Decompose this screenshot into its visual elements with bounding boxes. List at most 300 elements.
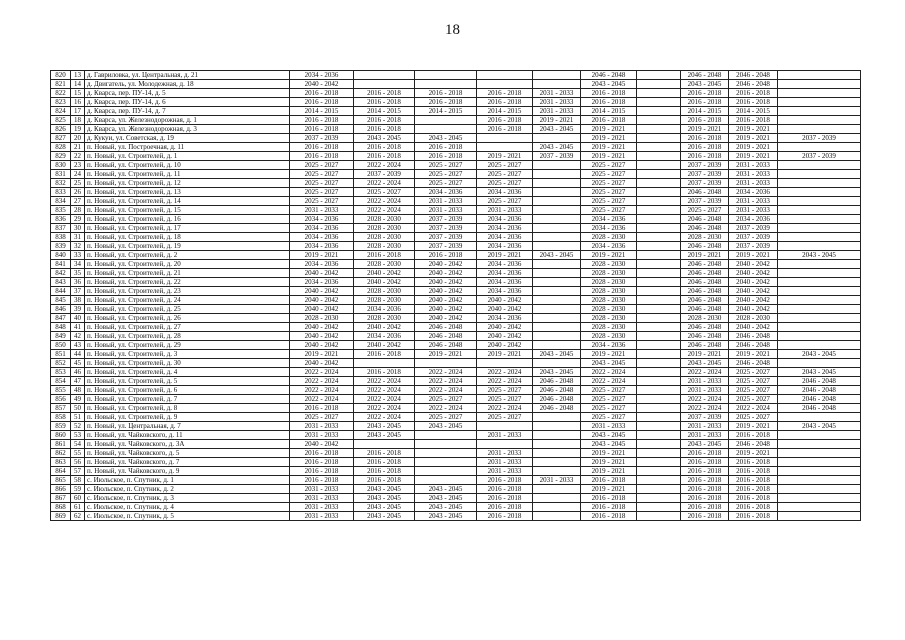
address-cell: п. Новый, ул. Строителей, д. 24	[85, 296, 290, 305]
period-cell: 2037 - 2039	[681, 179, 729, 188]
number-cell: 24	[71, 170, 85, 179]
period-cell: 2016 - 2018	[681, 152, 729, 161]
period-cell: 2019 - 2021	[729, 152, 778, 161]
period-cell	[637, 449, 681, 458]
table-row	[51, 242, 861, 251]
period-cell: 2025 - 2027	[729, 395, 778, 404]
period-cell	[637, 89, 681, 98]
number-cell: 838	[51, 233, 71, 242]
period-cell: 2034 - 2036	[290, 215, 354, 224]
table-row	[51, 206, 861, 215]
period-cell: 2025 - 2027	[581, 170, 637, 179]
period-cell	[637, 359, 681, 368]
period-cell: 2022 - 2024	[290, 368, 354, 377]
period-cell	[415, 476, 477, 485]
period-cell: 2034 - 2036	[581, 215, 637, 224]
number-cell: 853	[51, 368, 71, 377]
period-cell	[637, 503, 681, 512]
period-cell: 2025 - 2027	[290, 161, 354, 170]
number-cell: 57	[71, 467, 85, 476]
period-cell	[354, 80, 415, 89]
period-cell	[778, 503, 861, 512]
period-cell: 2025 - 2027	[681, 206, 729, 215]
period-cell	[533, 431, 581, 440]
period-cell: 2040 - 2042	[729, 260, 778, 269]
period-cell: 2014 - 2015	[581, 107, 637, 116]
period-cell: 2031 - 2033	[681, 377, 729, 386]
address-cell: д. Кукуи, ул. Советская, д. 19	[85, 134, 290, 143]
period-cell: 2028 - 2030	[354, 260, 415, 269]
period-cell: 2037 - 2039	[681, 170, 729, 179]
table-row	[51, 278, 861, 287]
period-cell: 2016 - 2018	[729, 503, 778, 512]
period-cell	[533, 503, 581, 512]
period-cell: 2046 - 2048	[533, 377, 581, 386]
period-cell	[778, 359, 861, 368]
period-cell	[637, 332, 681, 341]
number-cell: 823	[51, 98, 71, 107]
period-cell: 2028 - 2030	[581, 323, 637, 332]
period-cell: 2043 - 2045	[533, 350, 581, 359]
period-cell	[778, 413, 861, 422]
period-cell	[778, 332, 861, 341]
period-cell	[637, 251, 681, 260]
table-row	[51, 233, 861, 242]
period-cell: 2031 - 2033	[533, 89, 581, 98]
table-row	[51, 350, 861, 359]
period-cell: 2031 - 2033	[290, 431, 354, 440]
period-cell: 2043 - 2045	[354, 494, 415, 503]
period-cell	[637, 413, 681, 422]
number-cell: 52	[71, 422, 85, 431]
period-cell: 2028 - 2030	[581, 278, 637, 287]
address-cell: д. Кварса, ул. Железнодорожная, д. 1	[85, 116, 290, 125]
period-cell: 2031 - 2033	[729, 161, 778, 170]
schedule-table	[50, 70, 861, 521]
period-cell	[778, 188, 861, 197]
period-cell	[415, 431, 477, 440]
period-cell: 2019 - 2021	[477, 152, 533, 161]
period-cell: 2019 - 2021	[729, 134, 778, 143]
number-cell: 862	[51, 449, 71, 458]
period-cell	[415, 458, 477, 467]
period-cell: 2040 - 2042	[290, 305, 354, 314]
table-row	[51, 125, 861, 134]
period-cell: 2016 - 2018	[354, 476, 415, 485]
period-cell: 2019 - 2021	[729, 143, 778, 152]
period-cell: 2016 - 2018	[681, 494, 729, 503]
period-cell: 2016 - 2018	[729, 512, 778, 521]
number-cell: 859	[51, 422, 71, 431]
period-cell: 2037 - 2039	[415, 215, 477, 224]
period-cell: 2040 - 2042	[477, 332, 533, 341]
period-cell: 2025 - 2027	[415, 413, 477, 422]
number-cell: 822	[51, 89, 71, 98]
period-cell: 2046 - 2048	[415, 341, 477, 350]
period-cell	[533, 485, 581, 494]
period-cell: 2016 - 2018	[477, 494, 533, 503]
period-cell	[533, 161, 581, 170]
period-cell: 2046 - 2048	[681, 224, 729, 233]
period-cell: 2046 - 2048	[415, 323, 477, 332]
period-cell: 2040 - 2042	[290, 269, 354, 278]
period-cell: 2025 - 2027	[581, 197, 637, 206]
number-cell: 61	[71, 503, 85, 512]
table-row	[51, 179, 861, 188]
period-cell: 2043 - 2045	[681, 80, 729, 89]
address-cell: д. Кварса, пер. ПУ-14, д. 7	[85, 107, 290, 116]
address-cell: п. Новый, ул. Строителей, д. 28	[85, 332, 290, 341]
period-cell	[637, 323, 681, 332]
period-cell: 2046 - 2048	[533, 395, 581, 404]
period-cell: 2019 - 2021	[581, 134, 637, 143]
period-cell	[477, 143, 533, 152]
period-cell	[637, 386, 681, 395]
number-cell: 16	[71, 98, 85, 107]
address-cell: п. Новый, ул. Строителей, д. 10	[85, 161, 290, 170]
number-cell: 824	[51, 107, 71, 116]
table-row	[51, 377, 861, 386]
period-cell	[415, 449, 477, 458]
period-cell: 2043 - 2045	[778, 422, 861, 431]
period-cell: 2016 - 2018	[477, 512, 533, 521]
period-cell: 2031 - 2033	[477, 206, 533, 215]
period-cell	[778, 431, 861, 440]
period-cell: 2046 - 2048	[581, 71, 637, 80]
period-cell: 2031 - 2033	[581, 422, 637, 431]
period-cell: 2019 - 2021	[729, 251, 778, 260]
table-row	[51, 224, 861, 233]
period-cell: 2016 - 2018	[290, 458, 354, 467]
number-cell: 21	[71, 143, 85, 152]
period-cell: 2040 - 2042	[290, 332, 354, 341]
table-row	[51, 251, 861, 260]
address-cell: п. Новый, ул. Строителей, д. 16	[85, 215, 290, 224]
period-cell	[415, 80, 477, 89]
period-cell	[637, 440, 681, 449]
period-cell: 2034 - 2036	[290, 260, 354, 269]
period-cell: 2028 - 2030	[581, 260, 637, 269]
period-cell: 2034 - 2036	[477, 224, 533, 233]
table-row	[51, 323, 861, 332]
period-cell: 2022 - 2024	[477, 404, 533, 413]
period-cell	[637, 71, 681, 80]
period-cell	[637, 314, 681, 323]
period-cell: 2016 - 2018	[354, 89, 415, 98]
period-cell: 2019 - 2021	[533, 116, 581, 125]
period-cell: 2034 - 2036	[354, 305, 415, 314]
number-cell: 54	[71, 440, 85, 449]
period-cell: 2040 - 2042	[354, 278, 415, 287]
period-cell: 2022 - 2024	[681, 404, 729, 413]
table-row	[51, 98, 861, 107]
period-cell: 2046 - 2048	[729, 440, 778, 449]
period-cell: 2043 - 2045	[681, 440, 729, 449]
period-cell: 2019 - 2021	[581, 350, 637, 359]
period-cell: 2016 - 2018	[681, 98, 729, 107]
period-cell: 2016 - 2018	[729, 485, 778, 494]
address-cell: п. Новый, ул. Строителей, д. 25	[85, 305, 290, 314]
period-cell	[778, 206, 861, 215]
period-cell	[533, 305, 581, 314]
number-cell: 857	[51, 404, 71, 413]
period-cell	[778, 485, 861, 494]
number-cell: 14	[71, 80, 85, 89]
period-cell	[778, 116, 861, 125]
table-row	[51, 215, 861, 224]
period-cell	[533, 215, 581, 224]
period-cell: 2016 - 2018	[729, 467, 778, 476]
number-cell: 18	[71, 116, 85, 125]
address-cell: п. Новый, ул. Строителей, д. 6	[85, 386, 290, 395]
number-cell: 830	[51, 161, 71, 170]
number-cell: 856	[51, 395, 71, 404]
period-cell: 2034 - 2036	[581, 341, 637, 350]
period-cell: 2025 - 2027	[354, 188, 415, 197]
number-cell: 59	[71, 485, 85, 494]
address-cell: п. Новый, ул. Чайковского, д. 9	[85, 467, 290, 476]
period-cell: 2046 - 2048	[778, 395, 861, 404]
period-cell	[778, 449, 861, 458]
period-cell: 2016 - 2018	[415, 152, 477, 161]
period-cell: 2016 - 2018	[681, 143, 729, 152]
period-cell	[637, 305, 681, 314]
period-cell	[637, 116, 681, 125]
period-cell: 2016 - 2018	[290, 116, 354, 125]
period-cell: 2016 - 2018	[477, 503, 533, 512]
period-cell	[778, 197, 861, 206]
table-row	[51, 512, 861, 521]
address-cell: п. Новый, ул. Центральная, д. 7	[85, 422, 290, 431]
period-cell	[778, 494, 861, 503]
period-cell: 2016 - 2018	[354, 98, 415, 107]
period-cell: 2034 - 2036	[354, 332, 415, 341]
period-cell: 2025 - 2027	[290, 179, 354, 188]
table-row	[51, 134, 861, 143]
number-cell: 846	[51, 305, 71, 314]
period-cell	[637, 161, 681, 170]
address-cell: д. Кварса, пер. ПУ-14, д. 5	[85, 89, 290, 98]
period-cell: 2016 - 2018	[681, 467, 729, 476]
period-cell: 2025 - 2027	[729, 386, 778, 395]
period-cell	[533, 179, 581, 188]
period-cell: 2034 - 2036	[477, 269, 533, 278]
period-cell: 2046 - 2048	[533, 404, 581, 413]
period-cell	[637, 395, 681, 404]
table-row	[51, 107, 861, 116]
period-cell: 2040 - 2042	[729, 278, 778, 287]
period-cell: 2034 - 2036	[290, 278, 354, 287]
number-cell: 22	[71, 152, 85, 161]
period-cell: 2034 - 2036	[581, 224, 637, 233]
period-cell: 2028 - 2030	[581, 233, 637, 242]
period-cell: 2016 - 2018	[681, 485, 729, 494]
period-cell	[477, 359, 533, 368]
period-cell: 2046 - 2048	[681, 188, 729, 197]
period-cell: 2025 - 2027	[477, 197, 533, 206]
period-cell: 2016 - 2018	[290, 449, 354, 458]
number-cell: 848	[51, 323, 71, 332]
period-cell: 2046 - 2048	[681, 323, 729, 332]
period-cell: 2016 - 2018	[581, 89, 637, 98]
address-cell: п. Новый, ул. Строителей, д. 21	[85, 269, 290, 278]
period-cell	[637, 125, 681, 134]
period-cell: 2046 - 2048	[778, 404, 861, 413]
period-cell	[778, 242, 861, 251]
number-cell: 839	[51, 242, 71, 251]
number-cell: 835	[51, 206, 71, 215]
number-cell: 45	[71, 359, 85, 368]
number-cell: 828	[51, 143, 71, 152]
period-cell: 2019 - 2021	[290, 350, 354, 359]
address-cell: п. Новый, ул. Строителей, д. 12	[85, 179, 290, 188]
number-cell: 851	[51, 350, 71, 359]
period-cell: 2022 - 2024	[290, 386, 354, 395]
period-cell	[778, 215, 861, 224]
period-cell	[778, 287, 861, 296]
period-cell: 2019 - 2021	[581, 449, 637, 458]
period-cell: 2025 - 2027	[415, 179, 477, 188]
period-cell: 2037 - 2039	[729, 224, 778, 233]
period-cell: 2037 - 2039	[778, 134, 861, 143]
address-cell: п. Новый, ул. Строителей, д. 8	[85, 404, 290, 413]
table-row	[51, 467, 861, 476]
period-cell: 2031 - 2033	[533, 476, 581, 485]
address-cell: п. Новый, ул. Строителей, д. 29	[85, 341, 290, 350]
period-cell: 2016 - 2018	[354, 350, 415, 359]
number-cell: 53	[71, 431, 85, 440]
period-cell: 2022 - 2024	[581, 368, 637, 377]
period-cell	[778, 80, 861, 89]
address-cell: д. Кварса, пер. ПУ-14, д. 6	[85, 98, 290, 107]
table-row	[51, 161, 861, 170]
period-cell: 2046 - 2048	[729, 359, 778, 368]
period-cell	[778, 314, 861, 323]
table-row	[51, 431, 861, 440]
period-cell: 2046 - 2048	[681, 341, 729, 350]
period-cell: 2040 - 2042	[290, 323, 354, 332]
address-cell: п. Новый, ул. Строителей, д. 19	[85, 242, 290, 251]
period-cell	[637, 278, 681, 287]
period-cell: 2025 - 2027	[290, 413, 354, 422]
period-cell: 2040 - 2042	[354, 269, 415, 278]
table-row	[51, 152, 861, 161]
period-cell: 2034 - 2036	[477, 215, 533, 224]
period-cell: 2028 - 2030	[581, 314, 637, 323]
table-row	[51, 71, 861, 80]
period-cell: 2043 - 2045	[354, 503, 415, 512]
period-cell: 2040 - 2042	[290, 296, 354, 305]
period-cell: 2037 - 2039	[533, 152, 581, 161]
period-cell: 2043 - 2045	[354, 485, 415, 494]
period-cell: 2022 - 2024	[415, 377, 477, 386]
period-cell: 2016 - 2018	[477, 125, 533, 134]
period-cell	[637, 107, 681, 116]
period-cell	[533, 197, 581, 206]
period-cell	[415, 125, 477, 134]
number-cell: 60	[71, 494, 85, 503]
period-cell: 2022 - 2024	[290, 395, 354, 404]
period-cell	[778, 323, 861, 332]
number-cell: 28	[71, 206, 85, 215]
period-cell: 2025 - 2027	[477, 179, 533, 188]
period-cell: 2028 - 2030	[354, 242, 415, 251]
period-cell	[637, 152, 681, 161]
period-cell: 2025 - 2027	[477, 170, 533, 179]
period-cell: 2040 - 2042	[415, 305, 477, 314]
table-row	[51, 287, 861, 296]
period-cell: 2016 - 2018	[415, 89, 477, 98]
period-cell: 2034 - 2036	[290, 71, 354, 80]
period-cell	[637, 224, 681, 233]
period-cell	[637, 170, 681, 179]
period-cell: 2025 - 2027	[581, 395, 637, 404]
period-cell: 2019 - 2021	[729, 422, 778, 431]
period-cell: 2034 - 2036	[477, 242, 533, 251]
period-cell: 2043 - 2045	[533, 251, 581, 260]
period-cell: 2043 - 2045	[581, 431, 637, 440]
period-cell: 2046 - 2048	[681, 269, 729, 278]
number-cell: 27	[71, 197, 85, 206]
period-cell: 2016 - 2018	[354, 467, 415, 476]
period-cell	[354, 440, 415, 449]
period-cell	[637, 341, 681, 350]
number-cell: 832	[51, 179, 71, 188]
number-cell: 33	[71, 251, 85, 260]
period-cell: 2019 - 2021	[581, 125, 637, 134]
period-cell: 2019 - 2021	[729, 125, 778, 134]
period-cell: 2022 - 2024	[477, 368, 533, 377]
period-cell	[778, 476, 861, 485]
address-cell: п. Новый, ул. Строителей, д. 9	[85, 413, 290, 422]
period-cell: 2046 - 2048	[729, 80, 778, 89]
number-cell: 827	[51, 134, 71, 143]
address-cell: п. Новый, ул. Строителей, д. 2	[85, 251, 290, 260]
number-cell: 834	[51, 197, 71, 206]
address-cell: п. Новый, ул. Строителей, д. 13	[85, 188, 290, 197]
address-cell: п. Новый, ул. Строителей, д. 23	[85, 287, 290, 296]
period-cell: 2037 - 2039	[681, 413, 729, 422]
period-cell: 2031 - 2033	[290, 485, 354, 494]
period-cell: 2046 - 2048	[681, 260, 729, 269]
table-row	[51, 341, 861, 350]
number-cell: 821	[51, 80, 71, 89]
address-cell: с. Июльское, п. Спутник, д. 2	[85, 485, 290, 494]
number-cell: 36	[71, 278, 85, 287]
period-cell: 2016 - 2018	[729, 458, 778, 467]
period-cell: 2019 - 2021	[729, 350, 778, 359]
period-cell: 2022 - 2024	[354, 179, 415, 188]
table-row	[51, 395, 861, 404]
period-cell: 2043 - 2045	[354, 134, 415, 143]
table-row	[51, 458, 861, 467]
period-cell	[637, 233, 681, 242]
table-row	[51, 476, 861, 485]
period-cell: 2022 - 2024	[354, 206, 415, 215]
table-row	[51, 89, 861, 98]
period-cell: 2040 - 2042	[290, 287, 354, 296]
period-cell: 2034 - 2036	[477, 188, 533, 197]
period-cell	[637, 494, 681, 503]
number-cell: 858	[51, 413, 71, 422]
table-row	[51, 260, 861, 269]
period-cell: 2025 - 2027	[581, 386, 637, 395]
number-cell: 829	[51, 152, 71, 161]
number-cell: 843	[51, 278, 71, 287]
number-cell: 23	[71, 161, 85, 170]
number-cell: 51	[71, 413, 85, 422]
period-cell: 2025 - 2027	[729, 413, 778, 422]
